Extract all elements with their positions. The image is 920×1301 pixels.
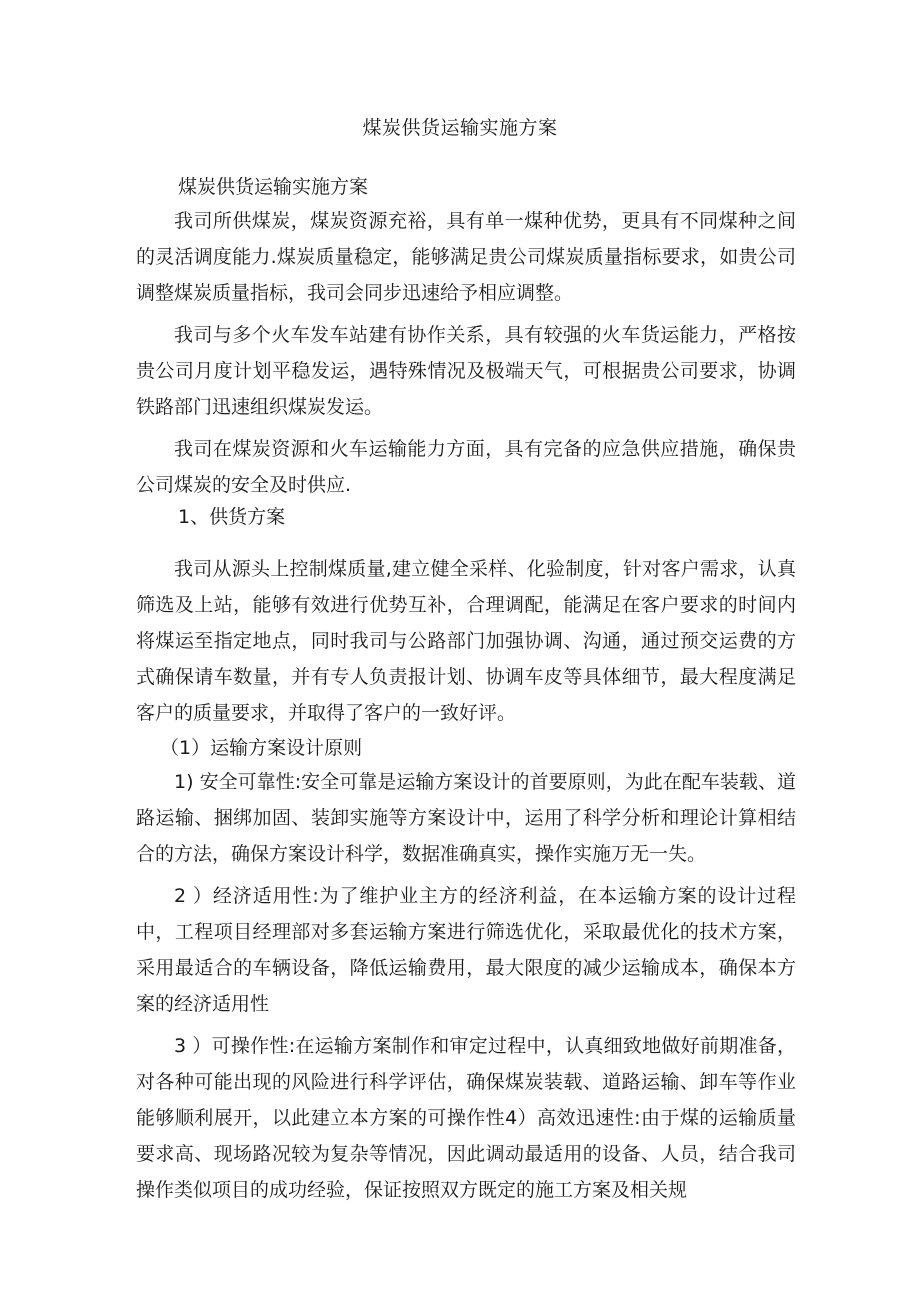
- subsection-heading: （1）运输方案设计原则: [160, 737, 363, 759]
- intro-paragraph-1: 我司所供煤炭，煤炭资源充裕，具有单一煤种优势，更具有不同煤种之间的灵活调度能力.煤炭质量稳定，能够满足贵公司煤炭质量指标要求，如贵公司调整煤炭质量指标，我司会同步迅速给予相应调整。: [136, 210, 796, 304]
- section-1-heading: 1、供货方案: [178, 506, 286, 528]
- principle-3: 3 ）可操作性:在运输方案制作和审定过程中，认真细致地做好前期准备，对各种可能出现的风险进行科学评估，确保煤炭装载、道路运输、卸车等作业能够顺利展开，以此建立本方案的可操作性4）高效迅速性:由于煤的运输质量要求高、现场路况较为复杂等情况，因此调动最适用的设备、人员，结合我司操作类似项目的成功经验，保证按照双方既定的施工方案及相关规: [136, 1035, 796, 1201]
- principle-1: 1) 安全可靠性:安全可靠是运输方案设计的首要原则，为此在配车装载、道路运输、捆绑加固、装卸实施等方案设计中，运用了科学分析和理论计算相结合的方法，确保方案设计科学，数据准确真实，操作实施万无一失。: [136, 771, 796, 865]
- intro-section: [136, 203, 796, 503]
- principles-section: [136, 764, 796, 1208]
- document-subtitle: 煤炭供货运输实施方案: [178, 176, 369, 198]
- section-1-paragraph: 我司从源头上控制煤质量,建立健全采样、化验制度，针对客户需求，认真筛选及上站，能够有效进行优势互补，合理调配，能满足在客户要求的时间内将煤运至指定地点，同时我司与公路部门加强协调、沟通，通过预交运费的方式确保请车数量，并有专人负责报计划、协调车皮等具体细节，最大程度满足客户的质量要求，并取得了客户的一致好评。: [136, 558, 796, 724]
- intro-paragraph-3: 我司在煤炭资源和火车运输能力方面，具有完备的应急供应措施，确保贵公司煤炭的安全及时供应.: [136, 438, 796, 496]
- intro-paragraph-2: 我司与多个火车发车站建有协作关系，具有较强的火车货运能力，严格按贵公司月度计划平稳发运，遇特殊情况及极端天气，可根据贵公司要求，协调铁路部门迅速组织煤炭发运。: [136, 324, 796, 418]
- principle-2: 2 ）经济适用性:为了维护业主方的经济利益，在本运输方案的设计过程中，工程项目经理部对多套运输方案进行筛选优化，采取最优化的技术方案，采用最适合的车辆设备，降低运输费用，最大限度的减少运输成本，确保本方案的经济适用性: [136, 885, 796, 1015]
- section-1-body: [136, 551, 796, 731]
- document-title: 煤炭供货运输实施方案: [362, 117, 558, 139]
